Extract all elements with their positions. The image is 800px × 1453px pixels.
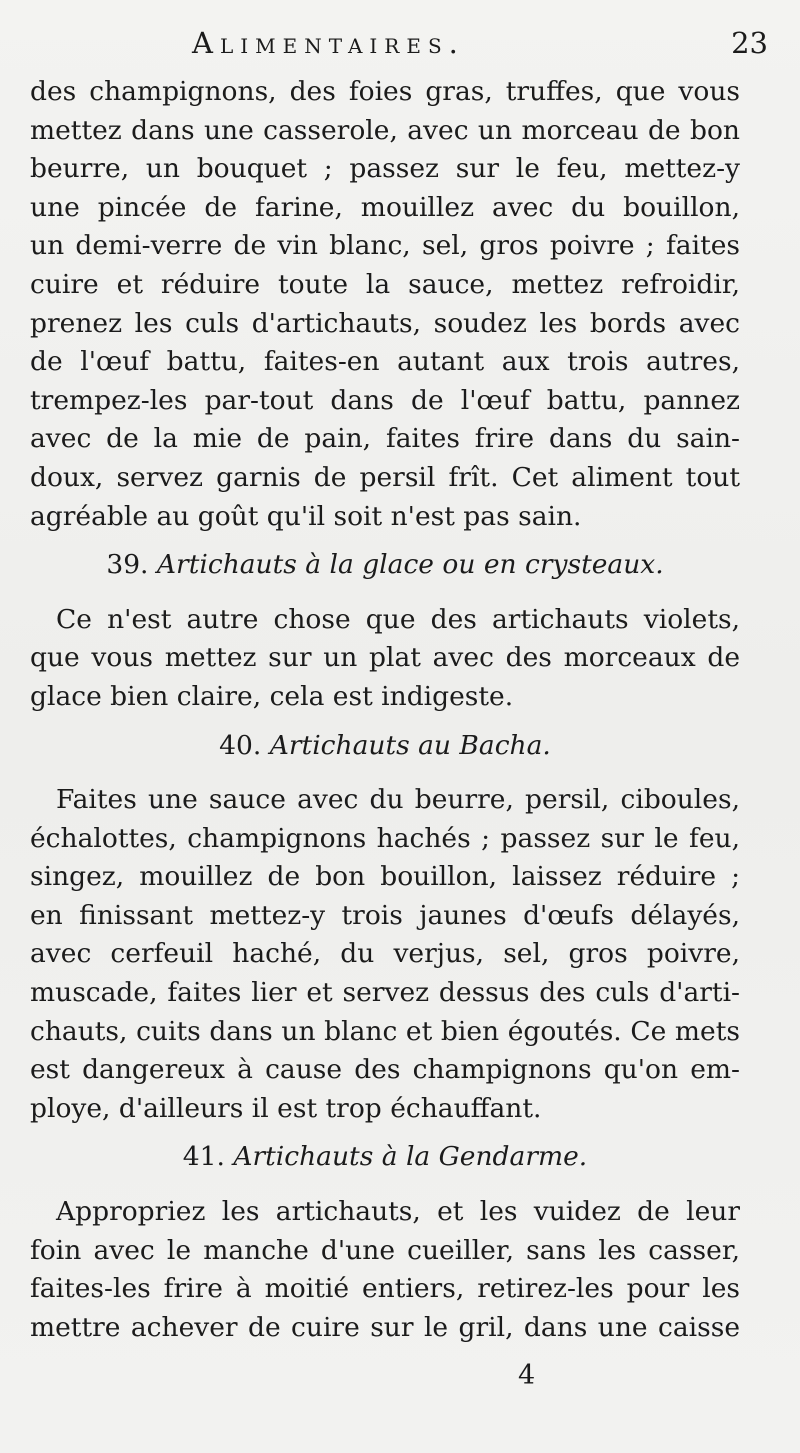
text-line: mettre achever de cuire sur le gril, dans une caisse [30,1311,740,1343]
text-line: que vous mettez sur un plat avec des morceaux de [30,642,740,674]
text-line: trempez-les par-tout dans de l'œuf battu, pannez [30,384,740,416]
text-line: Ce n'est autre chose que des artichauts violets, [56,603,740,635]
section-title: Artichauts au Bacha. [269,729,551,761]
text-line: Faites une sauce avec du beurre, persil, ciboules, [56,784,740,816]
section-40 [30,727,740,1129]
page-number: 23 [731,26,768,60]
body-text [30,73,740,1347]
text-line: un demi-verre de vin blanc, sel, gros poivre ; faites [30,230,740,262]
text-line: faites-les frire à moitié entiers, retirez-les pour les [30,1273,740,1305]
text-line: des champignons, des foies gras, truffes, que vous [30,76,740,107]
section-heading [30,727,740,766]
text-line: prenez les culs d'artichauts, soudez les bords avec [30,307,740,339]
text-line: singez, mouillez de bon bouillon, laissez réduire ; [30,861,740,893]
text-line: en finissant mettez-y trois jaunes d'œufs délayés, [30,899,740,931]
text-line: chauts, cuits dans un blanc et bien égoutés. Ce mets [30,1015,740,1047]
page-header [0,26,800,66]
section-39 [30,546,740,716]
text-line: glace bien claire, cela est indigeste. [30,680,514,712]
text-line: Appropriez les artichauts, et les vuidez de leur [56,1196,740,1228]
paragraph-continuation [30,73,740,536]
section-heading [30,546,740,585]
text-line: cuire et réduire toute la sauce, mettez refroidir, [30,268,740,300]
section-heading [30,1138,740,1177]
text-line: échalottes, champignons hachés ; passez sur le feu, [30,822,740,854]
text-line: foin avec le manche d'une cueiller, sans les casser, [30,1234,740,1266]
text-line: beurre, un bouquet ; passez sur le feu, mettez-y [30,153,740,185]
running-title: Alimentaires. [192,26,465,60]
section-41 [30,1138,740,1347]
section-number: 39. [106,549,149,581]
text-line: avec de la mie de pain, faites frire dans du sain- [30,423,740,455]
text-line: mettez dans une casserole, avec un morceau de bon [30,114,740,146]
text-line: une pincée de farine, mouillez avec du bouillon, [30,191,740,223]
section-title: Artichauts à la Gendarme. [233,1141,588,1173]
section-title: Artichauts à la glace ou en crysteaux. [156,549,664,581]
text-line: doux, servez garnis de persil frît. Cet aliment tout [30,461,740,493]
text-line: est dangereux à cause des champignons qu'on em- [30,1054,740,1086]
text-line: ploye, d'ailleurs il est trop échauffant. [30,1092,542,1124]
text-line: avec cerfeuil haché, du verjus, sel, gros poivre, [30,938,740,970]
signature-mark: 4 [518,1360,536,1391]
section-number: 41. [182,1141,225,1173]
section-number: 40. [219,729,262,761]
text-line: muscade, faites lier et servez dessus des culs d'arti- [30,977,740,1009]
text-line: agréable au goût qu'il soit n'est pas sain. [30,500,582,532]
text-line: de l'œuf battu, faites-en autant aux trois autres, [30,346,740,378]
